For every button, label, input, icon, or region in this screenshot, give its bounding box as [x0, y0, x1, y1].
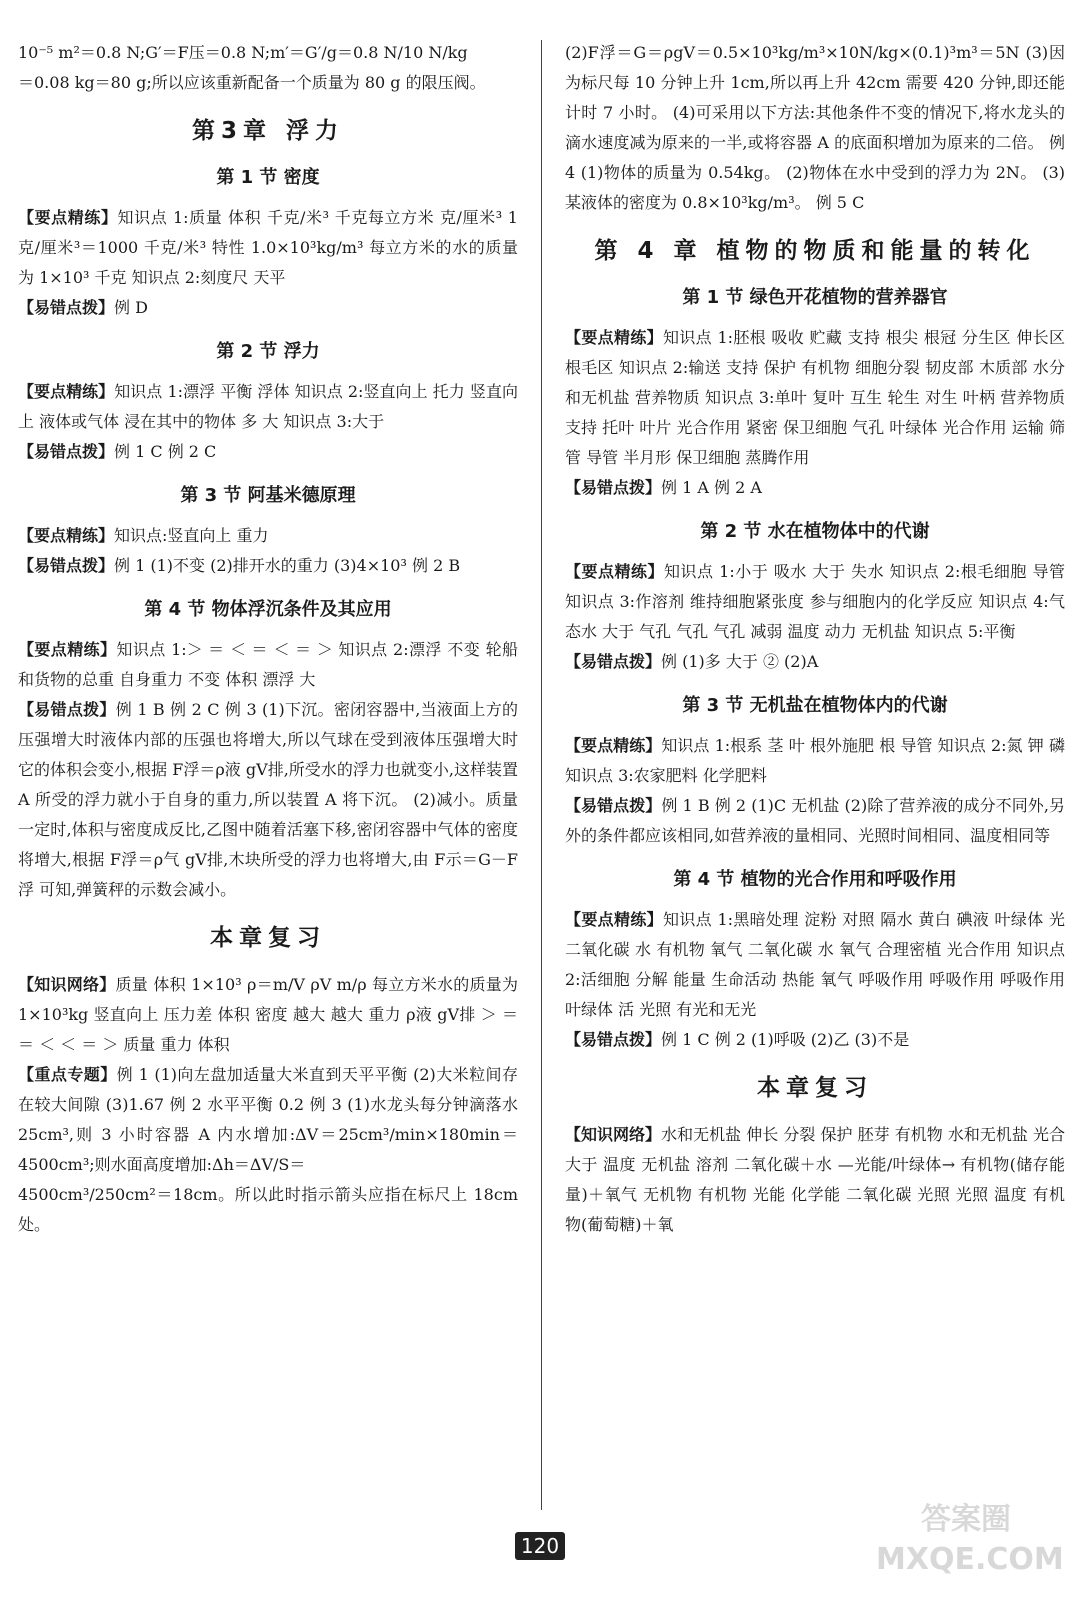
section-title: 第 1 节 密度 — [216, 167, 320, 188]
paragraph — [18, 293, 518, 323]
tag-label: 【易错点拨】 — [565, 796, 662, 815]
tag-label: 【要点精练】 — [565, 562, 665, 581]
paragraph-text: 知识点:竖直向上 重力 — [114, 526, 269, 545]
paragraph-text: 水和无机盐 伸长 分裂 保护 胚芽 有机物 水和无机盐 光合 大于 温度 无机盐 溶剂 二氧化碳＋水 —光能/叶绿体→ 有机物(储存能量)＋氧气 无机物 有机物 光能 化学能 二氧化碳 光照 光照 温度 有机物(葡萄糖)＋氧 — [565, 1125, 1065, 1234]
paragraph-text: 知识点 1:＞ ＝ ＜ ＝ ＜ ＝ ＞ 知识点 2:漂浮 不变 轮船和货物的总重 自身重力 不变 体积 漂浮 大 — [18, 640, 518, 689]
tag-label: 【要点精练】 — [18, 208, 118, 227]
section-title: 第 3 节 无机盐在植物体内的代谢 — [682, 695, 948, 716]
paragraph-text: 例 1 (1)向左盘加适量大米直到天平平衡 (2)大米粒间存在较大间隙 (3)1.67 例 2 水平平衡 0.2 例 3 (1)水龙头每分钟滴落水 25cm³,则 3 小时容器 A 内水增加:ΔV＝25cm³/min×180min＝4500cm³;则水面高度增加:Δh＝ΔV/S＝ — [18, 1065, 518, 1174]
tag-label: 【易错点拨】 — [18, 442, 115, 461]
section-title: 第 1 节 绿色开花植物的营养器官 — [682, 287, 948, 308]
tag-label: 【易错点拨】 — [565, 478, 662, 497]
paragraph-text: (2)F浮＝G＝ρgV＝0.5×10³kg/m³×10N/kg×(0.1)³m³＝5N (3)因为标尺每 10 分钟上升 1cm,所以再上升 42cm 需要 420 分钟,即还能计时 7 小时。 (4)可采用以下方法:其他条件不变的情况下,将水龙头的滴水速度减为原来的一半,或将容器 A 的底面积增加为原来的二倍。 例 4 (1)物体的质量为 0.54kg。 (2)物体在水中受到的浮力为 2N。 (3)某液体的密度为 0.8×10³kg/m³。 例 5 C — [565, 43, 1065, 212]
paragraph — [18, 437, 518, 467]
paragraph — [565, 323, 1065, 473]
paragraph-text: 例 1 C 例 2 C — [114, 442, 217, 461]
paragraph — [18, 377, 518, 437]
paragraph-text: 质量 体积 1×10³ ρ＝m/V ρV m/ρ 每立方米水的质量为 1×10³kg 竖直向上 压力差 体积 密度 越大 越大 重力 ρ液 gV排 ＞ ＝ ＝ ＜ ＜ ＝ ＞ 质量 重力 体积 — [18, 975, 518, 1054]
right-column — [565, 38, 1065, 1240]
tag-label: 【知识网络】 — [18, 975, 116, 994]
paragraph — [565, 1025, 1065, 1055]
paragraph — [18, 695, 518, 905]
tag-label: 【要点精练】 — [565, 736, 662, 755]
paragraph — [18, 970, 518, 1060]
paragraph — [18, 203, 518, 293]
tag-label: 【重点专题】 — [18, 1065, 117, 1084]
paragraph — [565, 647, 1065, 677]
paragraph — [565, 905, 1065, 1025]
paragraph-text: 例 1 B 例 2 (1)C 无机盐 (2)除了营养液的成分不同外,另外的条件都应该相同,如营养液的量相同、光照时间相同、温度相同等 — [565, 796, 1065, 845]
chapter-review-title: 本章复习 — [210, 925, 326, 951]
paragraph-text: 4500cm³/250cm²＝18cm。所以此时指示箭头应指在标尺上 18cm 处。 — [18, 1185, 518, 1234]
paragraph-text: 例 1 B 例 2 C 例 3 (1)下沉。密闭容器中,当液面上方的压强增大时液体内部的压强也将增大,所以气球在受到液体压强增大时它的体积会变小,根据 F浮＝ρ液 gV排,所受水的浮力也就变小,这样装置 A 所受的浮力就小于自身的重力,所以装置 A 将下沉。 (2)减小。质量一定时,体积与密度成反比,乙图中随着活塞下移,密闭容器中气体的密度将增大,根据 F浮＝ρ气 gV排,木块所受的浮力也将增大,由 F示＝G－F浮 可知,弹簧秤的示数会减小。 — [18, 700, 518, 899]
chapter-4-title: 第 4 章 植物的物质和能量的转化 — [594, 238, 1036, 264]
paragraph-text: 例 1 C 例 2 (1)呼吸 (2)乙 (3)不是 — [661, 1030, 910, 1049]
paragraph-text: 知识点 1:黑暗处理 淀粉 对照 隔水 黄白 碘液 叶绿体 光 二氧化碳 水 有机物 氧气 二氧化碳 水 氧气 合理密植 光合作用 知识点 2:活细胞 分解 能量 生命活动 热能 氧气 呼吸作用 呼吸作用 呼吸作用 叶绿体 活 光照 有光和无光 — [565, 910, 1065, 1019]
paragraph-text: 知识点 1:根系 茎 叶 根外施肥 根 导管 知识点 2:氮 钾 磷 知识点 3:农家肥料 化学肥料 — [565, 736, 1065, 785]
tag-label: 【要点精练】 — [565, 910, 664, 929]
tag-label: 【易错点拨】 — [565, 1030, 662, 1049]
chapter-review-title: 本章复习 — [757, 1075, 873, 1101]
paragraph — [18, 635, 518, 695]
tag-label: 【易错点拨】 — [18, 700, 116, 719]
watermark-text: 答案圈 — [921, 1502, 1011, 1537]
paragraph — [18, 551, 518, 581]
tag-label: 【易错点拨】 — [18, 556, 115, 575]
paragraph-text: 知识点 1:小于 吸水 大于 失水 知识点 2:根毛细胞 导管 知识点 3:作溶剂 维持细胞紧张度 参与细胞内的化学反应 知识点 4:气态水 大于 气孔 气孔 气孔 减弱 温度 动力 无机盐 知识点 5:平衡 — [565, 562, 1065, 641]
section-title: 第 2 节 浮力 — [216, 341, 320, 362]
tag-label: 【要点精练】 — [18, 382, 115, 401]
paragraph — [18, 1060, 518, 1180]
section-title: 第 2 节 水在植物体中的代谢 — [700, 521, 930, 542]
paragraph-text: 例 1 A 例 2 A — [661, 478, 762, 497]
paragraph — [18, 521, 518, 551]
paragraph-text: 知识点 1:质量 体积 千克/米³ 千克每立方米 克/厘米³ 1 克/厘米³＝1000 千克/米³ 特性 1.0×10³kg/m³ 每立方米的水的质量为 1×10³ 千克 知识点 2:刻度尺 天平 — [18, 208, 518, 287]
chapter-3-title: 第3章 浮力 — [191, 118, 344, 144]
watermark-logo — [876, 1500, 1064, 1590]
column-divider — [541, 40, 542, 1510]
tag-label: 【要点精练】 — [565, 328, 664, 347]
paragraph — [565, 731, 1065, 791]
page-number: 120 — [515, 1532, 565, 1560]
paragraph — [565, 557, 1065, 647]
paragraph — [565, 1120, 1065, 1240]
intro-line-2: ＝0.08 kg＝80 g;所以应该重新配备一个质量为 80 g 的限压阀。 — [18, 73, 486, 92]
paragraph-text: 知识点 1:胚根 吸收 贮藏 支持 根尖 根冠 分生区 伸长区 根毛区 知识点 2:输送 支持 保护 有机物 细胞分裂 韧皮部 木质部 水分和无机盐 营养物质 知识点 3:单叶 复叶 互生 轮生 对生 叶柄 营养物质 支持 托叶 叶片 光合作用 紧密 保卫细胞 气孔 叶绿体 光合作用 运输 筛管 导管 半月形 保卫细胞 蒸腾作用 — [565, 328, 1065, 467]
paragraph-text: 知识点 1:漂浮 平衡 浮体 知识点 2:竖直向上 托力 竖直向上 液体或气体 浸在其中的物体 多 大 知识点 3:大于 — [18, 382, 518, 431]
left-column — [18, 38, 518, 1240]
paragraph-text: 例 D — [114, 298, 148, 317]
paragraph — [565, 791, 1065, 851]
paragraph — [565, 473, 1065, 503]
tag-label: 【易错点拨】 — [565, 652, 662, 671]
tag-label: 【要点精练】 — [18, 640, 117, 659]
paragraph-text: 例 1 (1)不变 (2)排开水的重力 (3)4×10³ 例 2 B — [114, 556, 461, 575]
intro-line-1: 10⁻⁵ m²＝0.8 N;G′＝F压＝0.8 N;m′＝G′/g＝0.8 N/10 N/kg — [18, 43, 468, 62]
paragraph-text: 例 (1)多 大于 ② (2)A — [661, 652, 819, 671]
watermark-url: MXQE.COM — [876, 1542, 1064, 1577]
tag-label: 【易错点拨】 — [18, 298, 115, 317]
section-title: 第 3 节 阿基米德原理 — [180, 485, 356, 506]
tag-label: 【要点精练】 — [18, 526, 115, 545]
tag-label: 【知识网络】 — [565, 1125, 662, 1144]
section-title: 第 4 节 物体浮沉条件及其应用 — [144, 599, 392, 620]
section-title: 第 4 节 植物的光合作用和呼吸作用 — [673, 869, 957, 890]
